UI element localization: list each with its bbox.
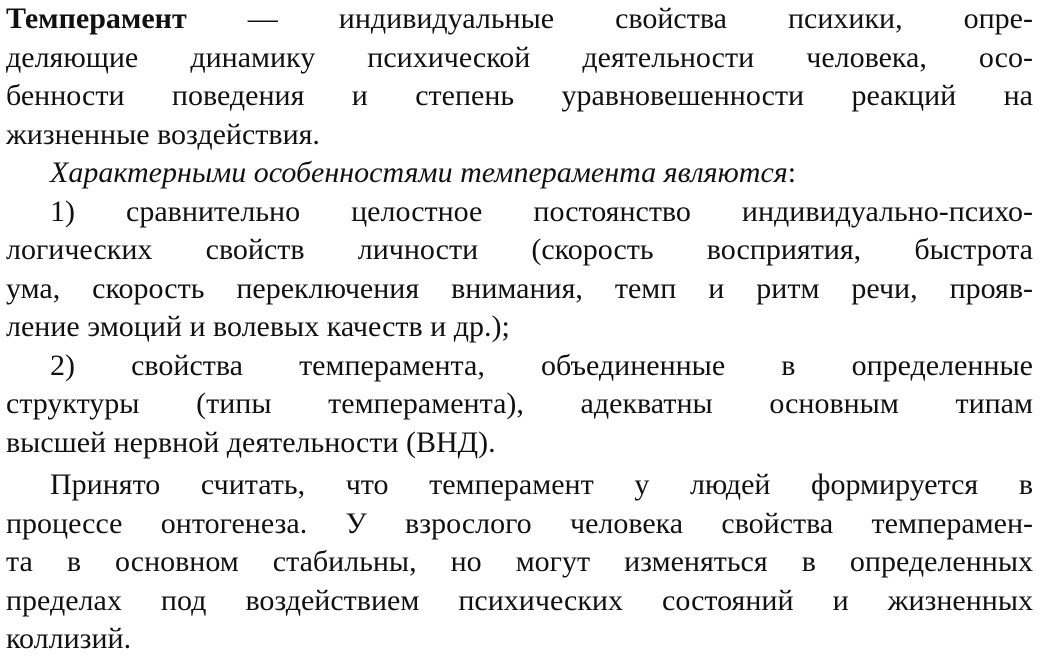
definition-line-3: бенности поведения и степень уравновешенности реакций на xyxy=(6,79,1033,112)
conclusion-line-3: та в основном стабильны, но могут изменяться в определенных xyxy=(6,545,1033,578)
item1-line-4: ление эмоций и волевых качеств и др.); xyxy=(6,310,510,343)
conclusion-line-2: процессе онтогенеза. У взрослого человека свойства темперамен- xyxy=(6,506,1033,540)
item1-line-3: ума, скорость переключения внимания, темп и ритм речи, прояв- xyxy=(6,271,1033,305)
features-heading xyxy=(6,154,1033,193)
list-item-2 xyxy=(6,347,1033,463)
conclusion-line-1: Принято считать, что темперамент у людей формируется в xyxy=(50,468,1033,501)
term-temperament: Темперамент xyxy=(6,2,187,35)
item2-line-3: высшей нервной деятельности (ВНД). xyxy=(6,425,496,459)
definition-text: — индивидуальные свойства психики, опре- xyxy=(186,2,1033,35)
definition-paragraph xyxy=(6,0,1033,154)
item1-line-1: 1) сравнительно целостное постоянство индивидуально-психо- xyxy=(50,194,1033,228)
definition-line-2: деляющие динамику психической деятельности человека, осо- xyxy=(6,40,1033,74)
features-heading-colon: : xyxy=(787,156,797,189)
features-heading-line xyxy=(6,154,1033,193)
list-item-1 xyxy=(6,193,1033,347)
conclusion-line-4: пределах под воздействием психических состояний и жизненных xyxy=(6,583,1033,617)
item1-line-2: логических свойств личности (скорость восприятия, быстрота xyxy=(6,233,1033,266)
item2-line-1: 2) свойства темперамента, объединенные в определенные xyxy=(50,348,1033,382)
item2-line-2: структуры (типы темперамента), адекватны основным типам xyxy=(6,387,1033,420)
definition-line-4: жизненные воздействия. xyxy=(6,117,320,151)
conclusion-line-5: коллизий. xyxy=(6,622,132,655)
features-heading-italic: Характерными особенностями темперамента являются xyxy=(50,156,788,189)
definition-line-1 xyxy=(6,0,1033,39)
conclusion-paragraph xyxy=(6,466,1033,659)
